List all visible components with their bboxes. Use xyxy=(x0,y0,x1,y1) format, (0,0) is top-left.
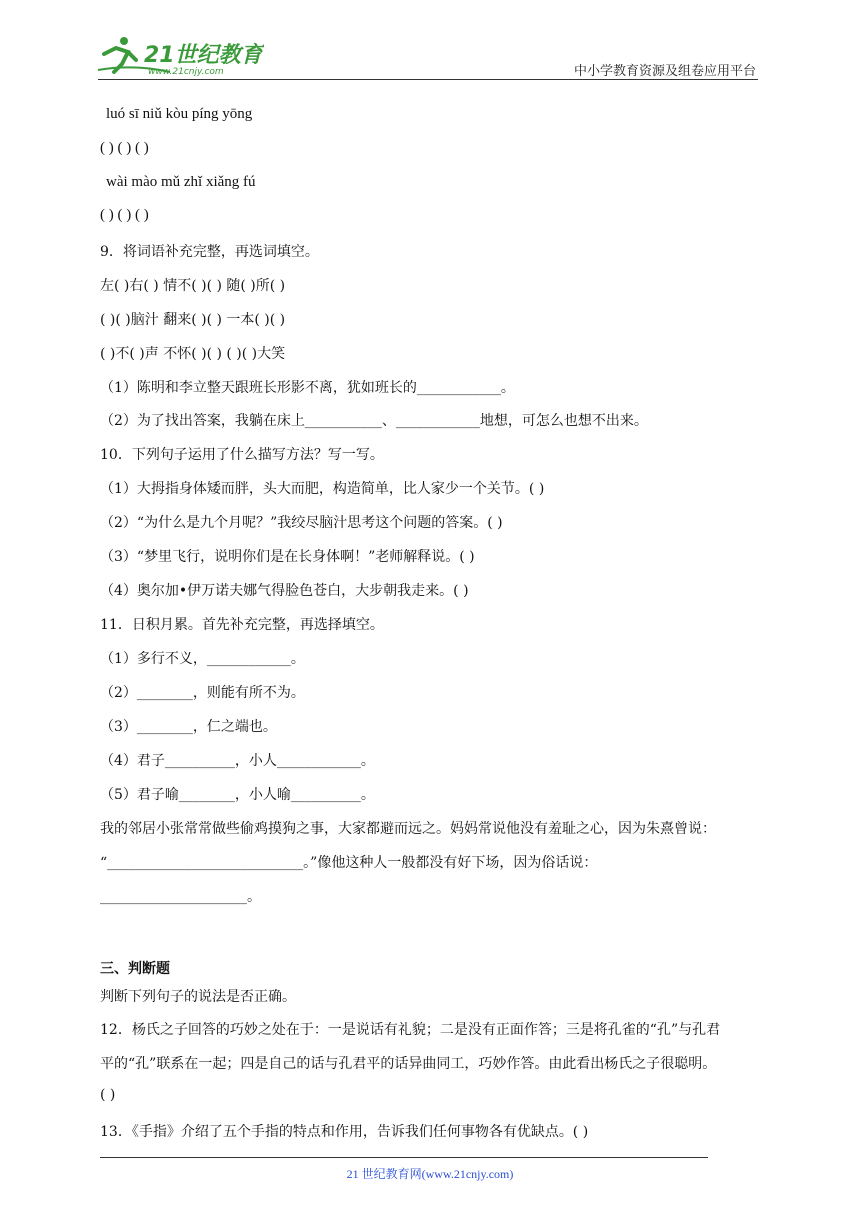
q13-line-1[interactable]: 13．《手指》介绍了五个手指的特点和作用，告诉我们任何事物各有优缺点。( ) xyxy=(100,1124,589,1140)
q12-line-2: 平的“孔”联系在一起；四是自己的话与孔君平的话异曲同工，巧妙作答。由此看出杨氏之子很聪明。 xyxy=(100,1056,717,1072)
q12-line-1: 12．杨氏之子回答的巧妙之处在于：一是说话有礼貌；二是没有正面作答；三是将孔雀的“孔”与孔君 xyxy=(100,1022,721,1038)
logo-url: www.21cnjy.com xyxy=(148,67,224,77)
q10-sentence-3[interactable]: （3）“梦里飞行，说明你们是在长身体啊！”老师解释说。( ) xyxy=(100,549,475,565)
q9-words-row-2[interactable]: ( )( )脑汁 翻来( )( ) 一本( )( ) xyxy=(100,312,286,328)
q10-sentence-1[interactable]: （1）大拇指身体矮而胖，头大而肥，构造简单，比人家少一个关节。( ) xyxy=(100,481,545,497)
header-divider xyxy=(98,79,758,80)
q10-sentence-2[interactable]: （2）“为什么是九个月呢？”我绞尽脑汁思考这个问题的答案。( ) xyxy=(100,515,503,531)
q11-paragraph-line-3[interactable]: _____________________。 xyxy=(100,889,261,905)
q9-title: 9．将词语补充完整，再选词填空。 xyxy=(100,244,319,260)
logo-graphic xyxy=(94,34,264,78)
logo-text: 21世纪教育 xyxy=(144,43,263,68)
q11-title: 11．日积月累。首先补充完整，再选择填空。 xyxy=(100,617,384,633)
pinyin-row-1: luó sī niǔ kòu píng yōng xyxy=(106,106,253,122)
site-logo xyxy=(94,34,264,78)
q10-title: 10．下列句子运用了什么描写方法？写一写。 xyxy=(100,447,384,463)
q11-item-1[interactable]: （1）多行不义，____________。 xyxy=(100,651,305,667)
footer-site-link[interactable]: 21 世纪教育网(www.21cnjy.com) xyxy=(346,1167,514,1181)
pinyin-row-2: wài mào mǔ zhǐ xiǎng fú xyxy=(106,174,256,190)
q11-item-4[interactable]: （4）君子__________，小人____________。 xyxy=(100,753,375,769)
q11-item-5[interactable]: （5）君子喻________，小人喻__________。 xyxy=(100,787,375,803)
q11-item-2[interactable]: （2）________，则能有所不为。 xyxy=(100,685,305,701)
q9-sentence-1[interactable]: （1）陈明和李立整天跟班长形影不离，犹如班长的____________。 xyxy=(100,380,515,396)
q9-words-row-1[interactable]: 左( )右( ) 情不( )( ) 随( )所( ) xyxy=(100,278,286,294)
section-3-heading: 三、判断题 xyxy=(100,961,170,977)
pinyin-blanks-row-1[interactable]: ( ) ( ) ( ) xyxy=(100,140,149,156)
header-platform-name: 中小学教育资源及组卷应用平台 xyxy=(573,64,756,79)
q11-item-3[interactable]: （3）________，仁之端也。 xyxy=(100,719,277,735)
section-3-intro: 判断下列句子的说法是否正确。 xyxy=(100,989,296,1005)
footer-divider xyxy=(100,1157,708,1158)
q9-sentence-2[interactable]: （2）为了找出答案，我躺在床上___________、____________地想，可怎么也想不出来。 xyxy=(100,413,648,429)
q9-words-row-3[interactable]: ( )不( )声 不怀( )( ) ( )( )大笑 xyxy=(100,346,286,362)
pinyin-blanks-row-2[interactable]: ( ) ( ) ( ) xyxy=(100,207,149,223)
q12-answer-blank[interactable]: ( ) xyxy=(100,1087,116,1103)
q10-sentence-4[interactable]: （4）奥尔加•伊万诺夫娜气得脸色苍白，大步朝我走来。( ) xyxy=(100,583,469,599)
q11-paragraph-line-1: 我的邻居小张常常做些偷鸡摸狗之事，大家都避而远之。妈妈常说他没有羞耻之心，因为朱熹曾说： xyxy=(100,821,716,837)
q11-paragraph-line-2[interactable]: “____________________________。”像他这种人一般都没有好下场，因为俗话说： xyxy=(100,855,598,871)
